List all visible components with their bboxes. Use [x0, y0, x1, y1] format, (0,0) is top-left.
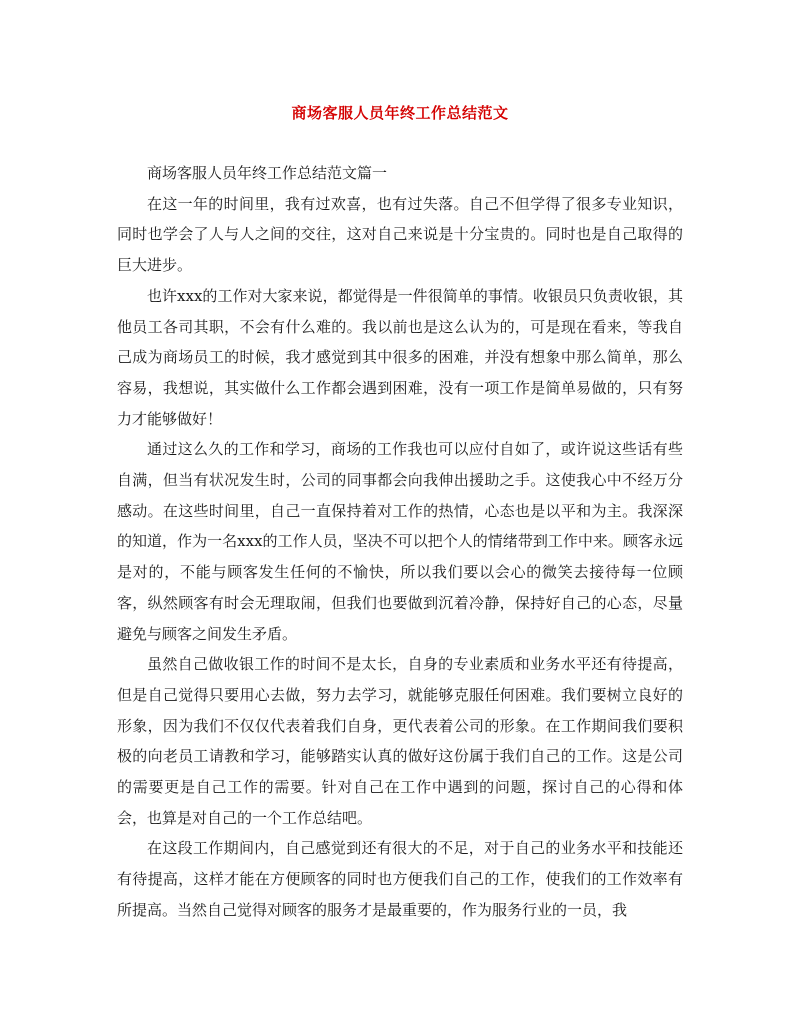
document-title: 商场客服人员年终工作总结范文 [291, 104, 509, 122]
document-body [117, 158, 683, 926]
section-heading: 商场客服人员年终工作总结范文篇一 [147, 164, 388, 182]
body-paragraph-3: 通过这么久的工作和学习，商场的工作我也可以应付自如了，或许说这些话有些自满，但当有状况发生时，公司的同事都会向我伸出援助之手。这使我心中不经万分感动。在这些时间里，自己一直保持着对工作的热情，心态也是以平和为主。我深深的知道，作为一名xxx的工作人员，坚决不可以把个人的情绪带到工作中来。顾客永远是对的，不能与顾客发生任何的不愉快，所以我们要以会心的微笑去接待每一位顾客，纵然顾客有时会无理取闹，但我们也要做到沉着冷静，保持好自己的心态，尽量避免与顾客之间发生矛盾。 [117, 440, 683, 643]
body-paragraph-5: 在这段工作期间内，自己感觉到还有很大的不足，对于自己的业务水平和技能还有待提高，这样才能在方便顾客的同时也方便我们自己的工作，使我们的工作效率有所提高。当然自己觉得对顾客的服务才是最重要的，作为服务行业的一员，我 [117, 839, 683, 919]
body-paragraph-1: 在这一年的时间里，我有过欢喜，也有过失落。自己不但学得了很多专业知识，同时也学会了人与人之间的交往，这对自己来说是十分宝贵的。同时也是自己取得的巨大进步。 [117, 194, 683, 275]
body-paragraph-4: 虽然自己做收银工作的时间不是太长，自身的专业素质和业务水平还有待提高，但是自己觉得只要用心去做，努力去学习，就能够克服任何困难。我们要树立良好的形象，因为我们不仅仅代表着我们自身，更代表着公司的形象。在工作期间我们要积极的向老员工请教和学习，能够踏实认真的做好这份属于我们自己的工作。这是公司的需要更是自己工作的需要。针对自己在工作中遇到的问题，探讨自己的心得和体会，也算是对自己的一个工作总结吧。 [117, 655, 683, 827]
body-paragraph-2: 也许xxx的工作对大家来说，都觉得是一件很简单的事情。收银员只负责收银，其他员工各司其职，不会有什么难的。我以前也是这么认为的，可是现在看来，等我自己成为商场员工的时候，我才感觉到其中很多的困难，并没有想象中那么简单，那么容易，我想说，其实做什么工作都会遇到困难，没有一项工作是简单易做的，只有努力才能够做好！ [117, 286, 683, 428]
